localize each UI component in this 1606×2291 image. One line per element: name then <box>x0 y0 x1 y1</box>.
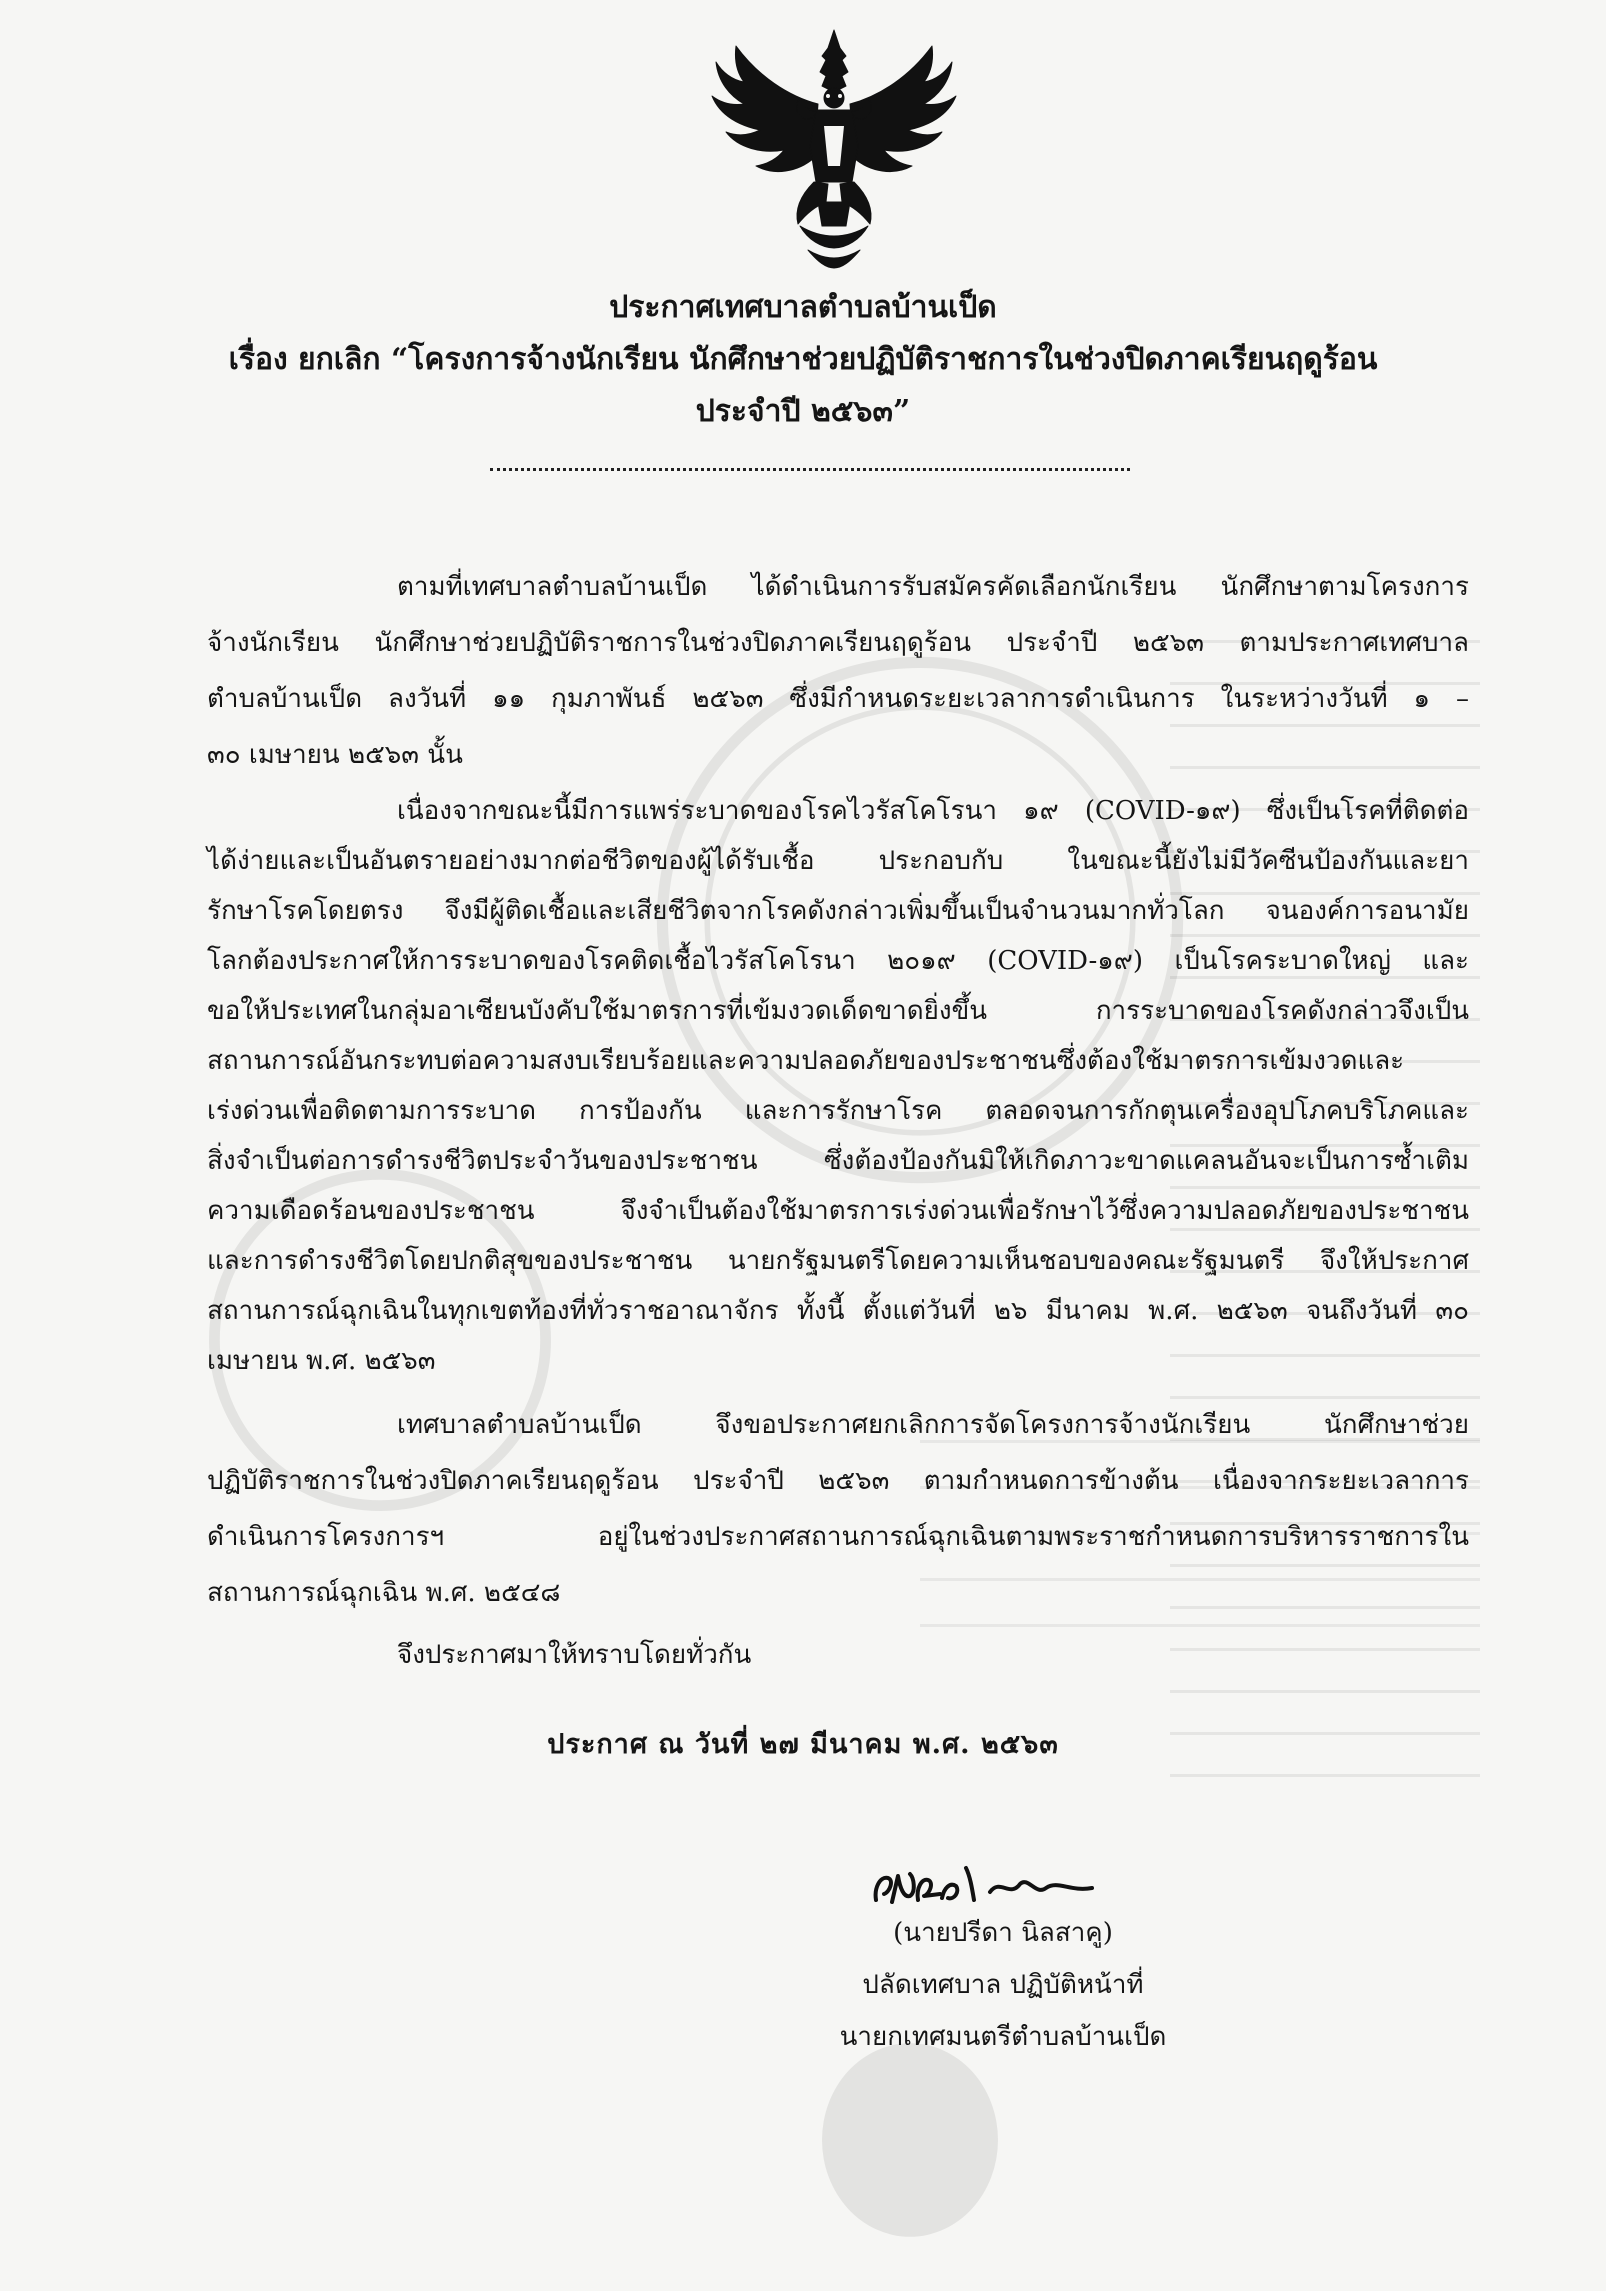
text-line: เทศบาลตำบลบ้านเป็ด จึงขอประกาศยกเลิกการจัดโครงการจ้างนักเรียน นักศึกษาช่วย <box>397 1410 1469 1440</box>
announcement-subject: เรื่อง ยกเลิก “โครงการจ้างนักเรียน นักศึกษาช่วยปฏิบัติราชการในช่วงปิดภาคเรียนฤดูร้อน <box>228 342 1378 377</box>
text-line: รักษาโรคโดยตรง จึงมีผู้ติดเชื้อและเสียชีวิตจากโรคดังกล่าวเพิ่มขึ้นเป็นจำนวนมากทั่วโลก จนองค์การอนามัย <box>207 896 1469 926</box>
signatory-name: (นายปรีดา นิลสาคู) <box>893 1918 1113 1948</box>
garuda-emblem-icon <box>708 26 960 272</box>
handwritten-signature <box>870 1848 1100 1918</box>
text-line: ดำเนินการโครงการฯ อยู่ในช่วงประกาศสถานการณ์ฉุกเฉินตามพระราชกำหนดการบริหารราชการใน <box>207 1522 1469 1552</box>
dotted-separator <box>490 468 1130 471</box>
text-line: เมษายน พ.ศ. ๒๕๖๓ <box>207 1346 436 1376</box>
signatory-position: ปลัดเทศบาล ปฏิบัติหน้าที่ <box>862 1970 1144 2000</box>
text-line: สถานการณ์อันกระทบต่อความสงบเรียบร้อยและความปลอดภัยของประชาชนซึ่งต้องใช้มาตรการเข้มงวดและ <box>207 1046 1405 1076</box>
text-line: ได้ง่ายและเป็นอันตรายอย่างมากต่อชีวิตของผู้ได้รับเชื้อ ประกอบกับ ในขณะนี้ยังไม่มีวัคซีนป้องกันและยา <box>207 846 1469 876</box>
text-line: ความเดือดร้อนของประชาชน จึงจำเป็นต้องใช้มาตรการเร่งด่วนเพื่อรักษาไว้ซึ่งความปลอดภัยของประชาชน <box>207 1196 1469 1226</box>
text-line: สถานการณ์ฉุกเฉิน พ.ศ. ๒๕๔๘ <box>207 1578 561 1608</box>
text-line: สถานการณ์ฉุกเฉินในทุกเขตท้องที่ทั่วราชอาณาจักร ทั้งนี้ ตั้งแต่วันที่ ๒๖ มีนาคม พ.ศ. ๒๕๖๓ จนถึงวันที่ ๓๐ <box>207 1296 1469 1326</box>
signatory-position-acting: นายกเทศมนตรีตำบลบ้านเป็ด <box>839 2022 1167 2052</box>
text-line: โลกต้องประกาศให้การระบาดของโรคติดเชื้อไวรัสโคโรนา ๒๐๑๙ (COVID-๑๙) เป็นโรคระบาดใหญ่ และ <box>207 946 1469 976</box>
text-line: ตามที่เทศบาลตำบลบ้านเป็ด ได้ดำเนินการรับสมัครคัดเลือกนักเรียน นักศึกษาตามโครงการ <box>397 572 1469 602</box>
bleed-through-emblem <box>790 2030 1030 2250</box>
text-line: สิ่งจำเป็นต่อการดำรงชีวิตประจำวันของประชาชน ซึ่งต้องป้องกันมิให้เกิดภาวะขาดแคลนอันจะเป็นการซ้ำเติม <box>207 1146 1469 1176</box>
text-line: ตำบลบ้านเป็ด ลงวันที่ ๑๑ กุมภาพันธ์ ๒๕๖๓ ซึ่งมีกำหนดระยะเวลาการดำเนินการ ในระหว่างวันที่ ๑ – <box>207 684 1469 714</box>
closing-statement: จึงประกาศมาให้ทราบโดยทั่วกัน <box>397 1640 752 1670</box>
text-line: ขอให้ประเทศในกลุ่มอาเซียนบังคับใช้มาตรการที่เข้มงวดเด็ดขาดยิ่งขึ้น การระบาดของโรคดังกล่าวจึงเป็น <box>207 996 1469 1026</box>
text-line: จ้างนักเรียน นักศึกษาช่วยปฏิบัติราชการในช่วงปิดภาคเรียนฤดูร้อน ประจำปี ๒๕๖๓ ตามประกาศเทศบาล <box>207 628 1469 658</box>
announcement-title: ประกาศเทศบาลตำบลบ้านเป็ด <box>609 290 997 325</box>
text-line: เนื่องจากขณะนี้มีการแพร่ระบาดของโรคไวรัสโคโรนา ๑๙ (COVID-๑๙) ซึ่งเป็นโรคที่ติดต่อ <box>397 796 1469 826</box>
announcement-subject-continued: ประจำปี ๒๕๖๓” <box>695 394 911 429</box>
text-line: เร่งด่วนเพื่อติดตามการระบาด การป้องกัน และการรักษาโรค ตลอดจนการกักตุนเครื่องอุปโภคบริโภคและ <box>207 1096 1469 1126</box>
text-line: ปฏิบัติราชการในช่วงปิดภาคเรียนฤดูร้อน ประจำปี ๒๕๖๓ ตามกำหนดการข้างต้น เนื่องจากระยะเวลาการ <box>207 1466 1469 1496</box>
announcement-date: ประกาศ ณ วันที่ ๒๗ มีนาคม พ.ศ. ๒๕๖๓ <box>547 1729 1059 1760</box>
text-line: ๓๐ เมษายน ๒๕๖๓ นั้น <box>207 740 463 770</box>
text-line: และการดำรงชีวิตโดยปกติสุขของประชาชน นายกรัฐมนตรีโดยความเห็นชอบของคณะรัฐมนตรี จึงให้ประกาศ <box>207 1246 1469 1276</box>
